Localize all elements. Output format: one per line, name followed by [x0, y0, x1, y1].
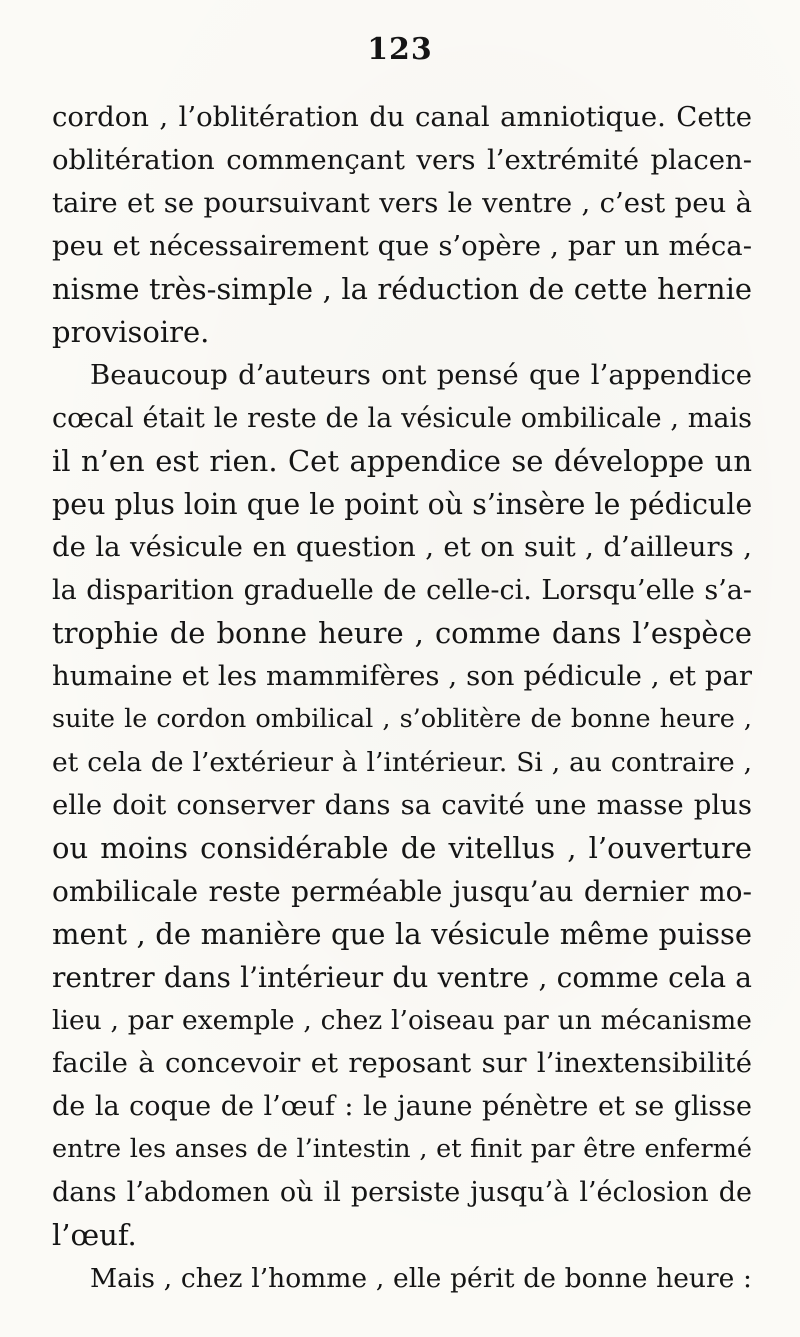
text-line: peu plus loin que le point où s’insère le pédicule	[52, 488, 752, 521]
text-line: ou moins considérable de vitellus , l’ouverture	[52, 831, 752, 865]
text-line: entre les anses de l’intestin , et finit par être enfermé	[52, 1134, 752, 1164]
text-line: ombilicale reste perméable jusqu’au dernier mo-	[52, 875, 752, 908]
text-line: cordon , l’oblitération du canal amniotique. Cette	[52, 101, 752, 133]
text-line: humaine et les mammifères , son pédicule , et par	[52, 660, 752, 692]
text-line: et cela de l’extérieur à l’intérieur. Si , au contraire ,	[52, 747, 752, 778]
text-line: de la coque de l’œuf : le jaune pénètre et se glisse	[52, 1091, 752, 1122]
text-line: peu et nécessairement que s’opère , par un méca-	[52, 230, 752, 262]
text-line: Beaucoup d’auteurs ont pensé que l’appendice	[90, 359, 752, 391]
text-line: facile à concevoir et reposant sur l’inextensibilité	[52, 1047, 752, 1079]
text-line: nisme très-simple , la réduction de cette hernie	[52, 272, 752, 306]
text-line: suite le cordon ombilical , s’oblitère de bonne heure ,	[52, 704, 752, 734]
text-line: provisoire.	[52, 315, 210, 349]
text-line: il n’en est rien. Cet appendice se développe un	[52, 444, 752, 478]
text-line: taire et se poursuivant vers le ventre , c’est peu à	[52, 187, 752, 219]
text-line: lieu , par exemple , chez l’oiseau par un mécanisme	[52, 1005, 752, 1036]
text-line: de la vésicule en question , et on suit , d’ailleurs ,	[52, 531, 752, 563]
text-line: ment , de manière que la vésicule même puisse	[52, 917, 752, 951]
page-number: 123	[367, 32, 433, 67]
body-text	[52, 96, 752, 1300]
text-line: oblitération commençant vers l’extrémité placen-	[52, 144, 752, 176]
text-line: rentrer dans l’intérieur du ventre , comme cela a	[52, 961, 752, 994]
text-line: cœcal était le reste de la vésicule ombilicale , mais	[52, 403, 752, 434]
text-line: Mais , chez l’homme , elle périt de bonne heure :	[90, 1263, 752, 1294]
text-line: l’œuf.	[52, 1218, 137, 1252]
text-line: la disparition graduelle de celle-ci. Lorsqu’elle s’a-	[52, 575, 752, 606]
text-line: elle doit conserver dans sa cavité une masse plus	[52, 789, 752, 821]
text-line: trophie de bonne heure , comme dans l’espèce	[52, 616, 752, 650]
text-line: dans l’abdomen où il persiste jusqu’à l’éclosion de	[52, 1177, 752, 1208]
